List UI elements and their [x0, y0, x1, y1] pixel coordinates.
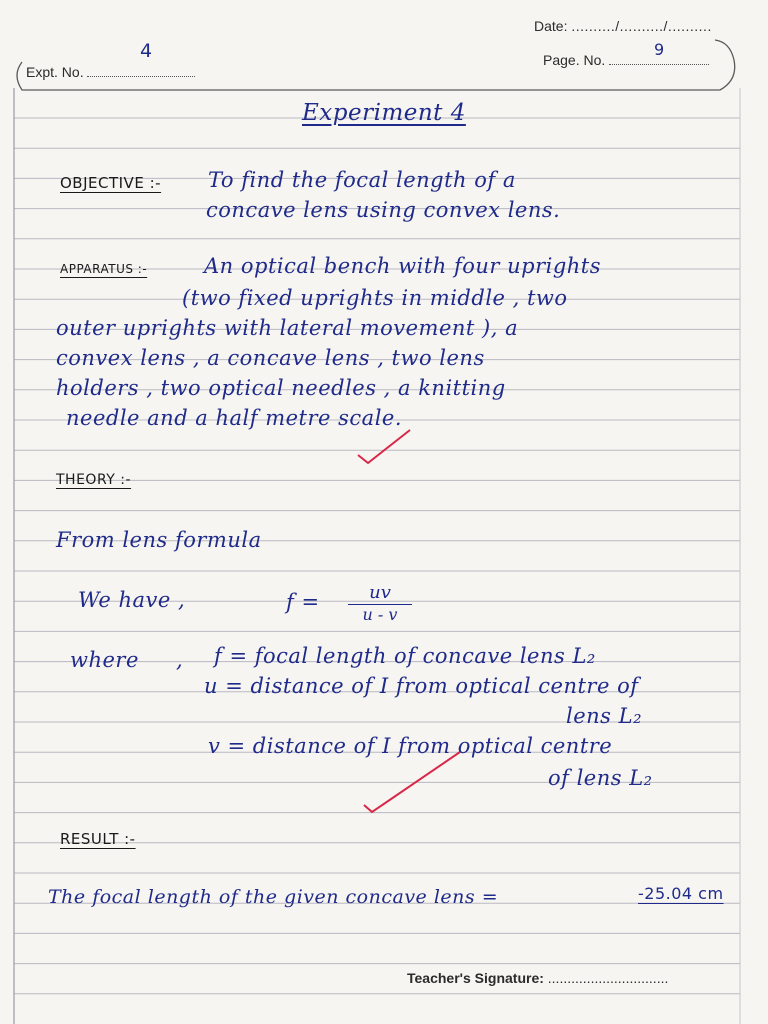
- apparatus-line-5: holders , two optical needles , a knitting: [56, 376, 506, 400]
- teacher-signature-field: [407, 970, 668, 986]
- objective-line-2: concave lens using convex lens.: [206, 198, 561, 222]
- definition-u-line-1: u = distance of I from optical centre of: [204, 674, 639, 698]
- tick-mark-1: [358, 430, 410, 463]
- where-label: where: [70, 648, 139, 672]
- formula-numerator: uv: [348, 582, 412, 605]
- where-comma: ,: [176, 648, 184, 672]
- expt-no-dots: [87, 64, 195, 77]
- date-label: Date:: [534, 18, 568, 34]
- expt-no-label: Expt. No.: [26, 64, 84, 80]
- formula-f-equals: f =: [286, 590, 320, 614]
- theory-label: THEORY :-: [56, 472, 132, 488]
- expt-no-value: 4: [140, 40, 153, 62]
- page-no-value: 9: [654, 40, 665, 59]
- definition-f: f = focal length of concave lens L₂: [214, 644, 596, 668]
- teacher-signature-label: Teacher's Signature:: [407, 970, 544, 986]
- apparatus-line-6: needle and a half metre scale.: [66, 406, 403, 430]
- date-dots: ........../........../..........: [571, 18, 712, 34]
- page-no-label: Page. No.: [543, 52, 606, 68]
- apparatus-line-2: (two fixed uprights in middle , two: [182, 286, 568, 310]
- expt-no-field: [26, 64, 195, 80]
- formula-fraction: [348, 582, 412, 624]
- result-label: RESULT :-: [60, 830, 136, 848]
- page-title: Experiment 4: [302, 100, 466, 126]
- formula-denominator: u - v: [362, 605, 398, 624]
- definition-v-line-2: of lens L₂: [548, 766, 653, 790]
- apparatus-line-3: outer uprights with lateral movement ), a: [56, 316, 519, 340]
- apparatus-line-1: An optical bench with four uprights: [204, 254, 602, 278]
- result-line-1: The focal length of the given concave lens =: [48, 886, 499, 908]
- definition-u-line-2: lens L₂: [566, 704, 642, 728]
- teacher-signature-dots: ...............................: [547, 970, 669, 986]
- objective-label: OBJECTIVE :-: [60, 174, 162, 192]
- apparatus-line-4: convex lens , a concave lens , two lens: [56, 346, 485, 370]
- date-field: [534, 18, 712, 34]
- definition-v-line-1: v = distance of I from optical centre: [208, 734, 613, 758]
- objective-line-1: To find the focal length of a: [208, 168, 516, 192]
- theory-line-1: From lens formula: [56, 528, 262, 552]
- theory-we-have: We have ,: [78, 588, 186, 612]
- apparatus-label: APPARATUS :-: [60, 262, 148, 276]
- page-no-field: [543, 52, 709, 68]
- result-value: -25.04 cm: [638, 884, 724, 903]
